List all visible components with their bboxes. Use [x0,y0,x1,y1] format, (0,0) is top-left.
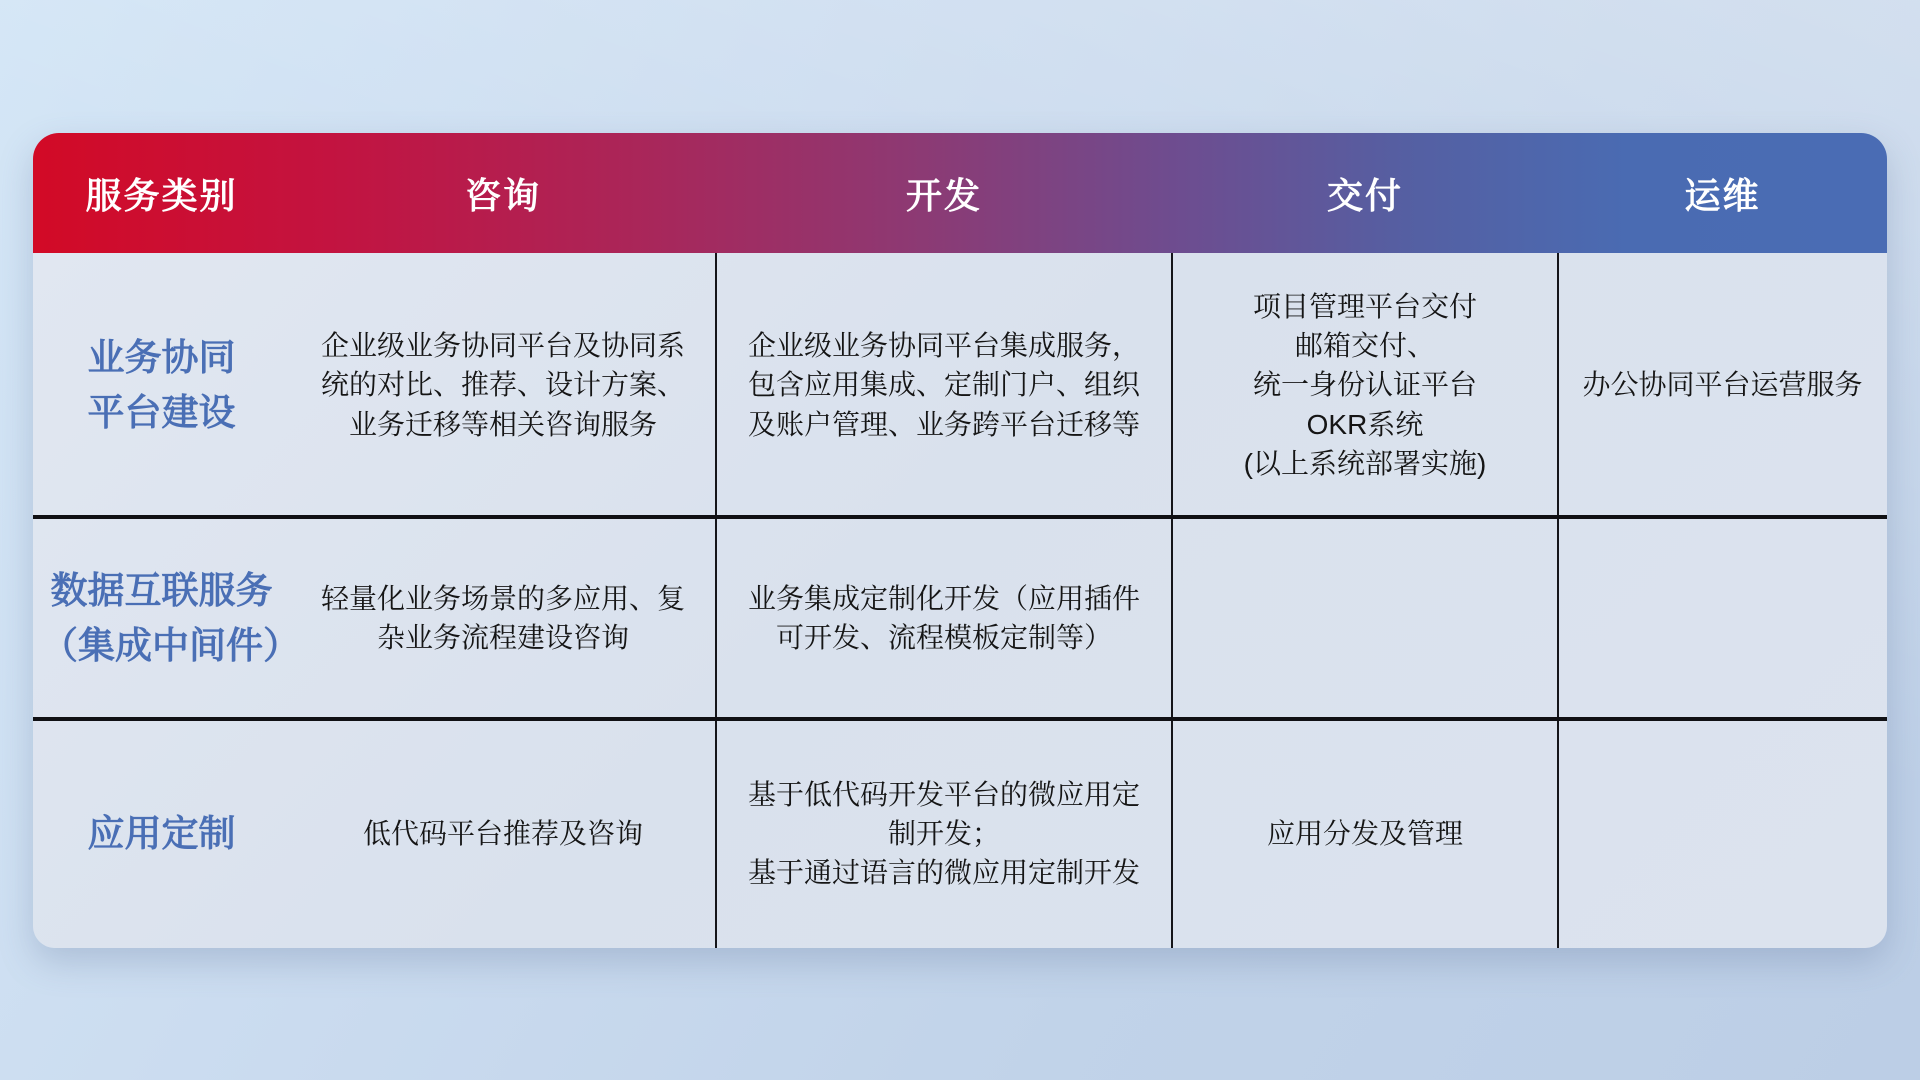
table-body [33,253,1887,948]
row1-operations-cell: 办公协同平台运营服务 [1582,369,1863,401]
row1-development-cell: 企业级业务协同平台集成服务，包含应用集成、定制门户、组织及账户管理、业务跨平台迁移等 [747,330,1140,440]
row3-development-paragraph1: 基于低代码开发平台的微应用定制开发； [747,778,1140,849]
row2-category [33,517,300,719]
row1-delivery-line2: 邮箱交付、 [1294,330,1435,362]
row3-development-paragraph2: 基于通过语言的微应用定制开发 [747,857,1140,889]
row-divider-2 [33,717,1887,721]
row1-delivery-line4: OKR系统 [1306,408,1424,440]
row3-category-line1: 应用定制 [87,812,236,854]
column-header-operations: 运维 [1684,174,1761,216]
row1-category-line1: 业务协同 [87,336,236,378]
column-header-delivery: 交付 [1326,174,1403,216]
row2-development-cell: 业务集成定制化开发（应用插件可开发、流程模板定制等） [747,582,1140,653]
row1-consulting-cell: 企业级业务协同平台及协同系统的对比、推荐、设计方案、业务迁移等相关咨询服务 [320,330,685,440]
row3-consulting-cell: 低代码平台推荐及咨询 [362,817,643,849]
row2-operations-cell [1558,517,1887,719]
row1-delivery-line1: 项目管理平台交付 [1252,291,1477,323]
row2-delivery-cell [1172,517,1558,719]
row1-delivery-line5: (以上系统部署实施) [1243,447,1487,479]
table-header-row [33,133,1887,253]
row-divider-1 [33,515,1887,519]
service-matrix-table [33,133,1887,948]
row3-category [33,719,290,948]
column-divider-development-delivery [1171,253,1173,948]
row2-category-line1: 数据互联服务 [50,569,273,611]
row3-delivery-cell [1172,719,1558,948]
row1-delivery-cell [1172,253,1558,517]
row2-consulting-cell: 轻量化业务场景的多应用、复杂业务流程建设咨询 [320,582,685,653]
row2-category-line2: （集成中间件） [41,625,300,666]
column-header-service-category: 服务类别 [85,174,238,216]
row3-operations-cell [1558,719,1887,948]
row3-delivery-line1: 应用分发及管理 [1266,817,1463,849]
column-header-development: 开发 [905,174,982,216]
row1-delivery-line3: 统一身份认证平台 [1252,369,1477,401]
column-header-consulting: 咨询 [464,174,541,216]
row1-category [33,253,290,517]
row3-development-cell [716,719,1172,948]
row1-category-line2: 平台建设 [87,392,236,433]
column-divider-consulting-development [715,253,717,948]
column-divider-delivery-operations [1557,253,1559,948]
